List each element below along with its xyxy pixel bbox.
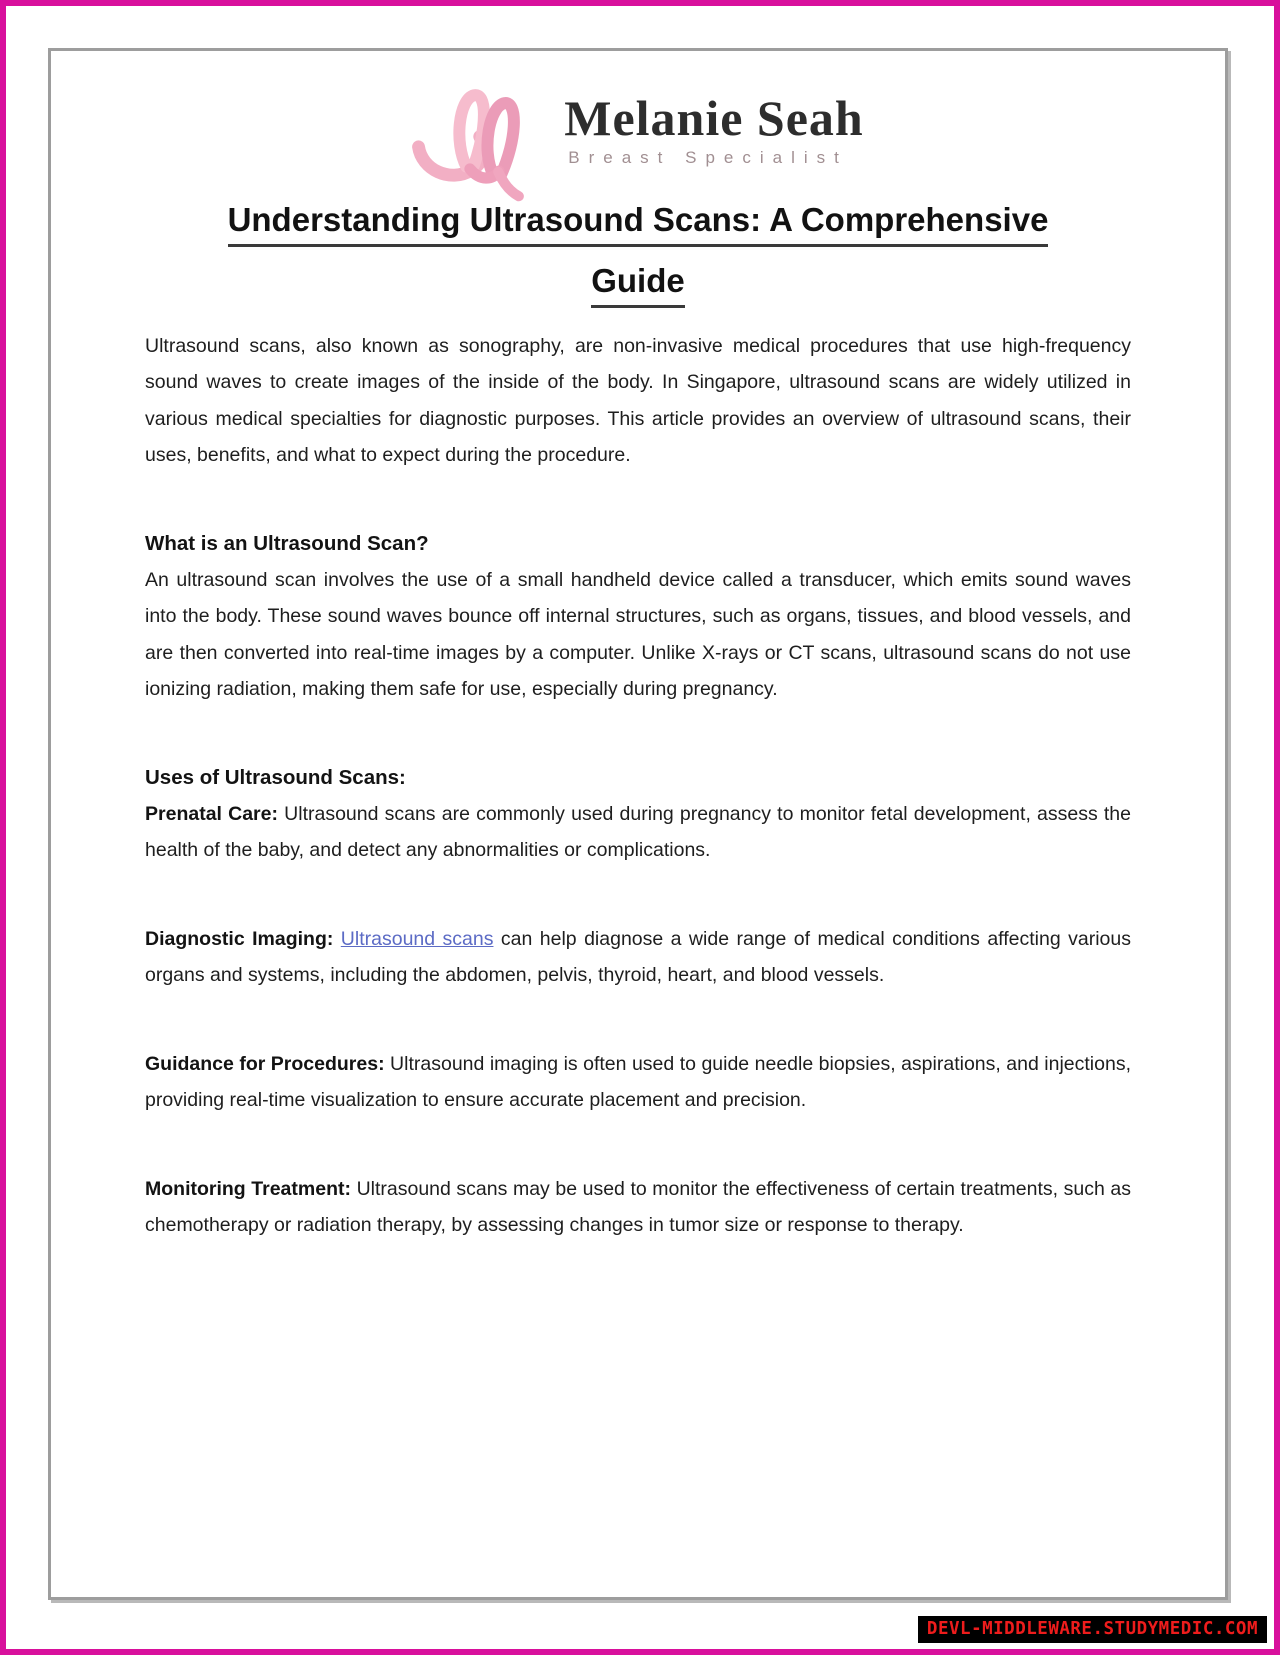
monitoring-treatment-text: Ultrasound scans may be used to monitor the effectiveness of certain treatments, such as chemotherapy or radiation therapy, by assessing changes in tumor size or response to therapy. xyxy=(145,1177,1132,1236)
prenatal-care-text: Ultrasound scans are commonly used during pregnancy to monitor fetal development, assess the health of the baby, and detect any abnormalities or complications. xyxy=(145,803,1131,862)
guidance-procedures-text: Ultrasound imaging is often used to guide needle biopsies, aspirations, and injections, providing real-time visualization to ensure accurate placement and precision. xyxy=(145,1052,1131,1112)
logo-text xyxy=(564,91,863,168)
prenatal-care-paragraph xyxy=(145,796,1131,869)
site-watermark: DEVL-MIDDLEWARE.STUDYMEDIC.COM xyxy=(918,1616,1267,1643)
heading-what-is-ultrasound: What is an Ultrasound Scan? xyxy=(145,531,429,555)
ultrasound-scans-link[interactable]: Ultrasound scans xyxy=(340,927,494,950)
diagnostic-imaging-text: can help diagnose a wide range of medical conditions affecting various organs and systems, including the abdomen, pelvis, thyroid, heart, and blood vessels. xyxy=(145,927,1131,987)
diagnostic-imaging-paragraph xyxy=(145,921,1131,994)
document-page xyxy=(48,48,1228,1600)
clinic-logo xyxy=(145,73,1131,185)
monitoring-treatment-label: Monitoring Treatment: xyxy=(145,1177,351,1200)
monitoring-treatment-paragraph xyxy=(145,1171,1131,1244)
diagnostic-imaging-label: Diagnostic Imaging: xyxy=(145,927,334,950)
what-is-paragraph: An ultrasound scan involves the use of a small handheld device called a transducer, which emits sound waves into the body. These sound waves bounce off internal structures, such as organs, tissues, and blood vessels, and are then converted into real-time images by a computer. Unlike X-rays or CT scans, ultrasound scans do not use ionizing radiation, making them safe for use, especially during pregnancy. xyxy=(145,569,1131,701)
page-title xyxy=(145,199,1131,308)
guidance-procedures-label: Guidance for Procedures: xyxy=(145,1052,385,1075)
brand-name: Melanie Seah xyxy=(564,89,864,146)
heading-uses: Uses of Ultrasound Scans: xyxy=(145,765,406,789)
brand-tagline: Breast Specialist xyxy=(568,147,848,167)
intro-paragraph: Ultrasound scans, also known as sonography, are non-invasive medical procedures that use high-frequency sound waves to create images of the inside of the body. In Singapore, ultrasound scans are widely utilized in various medical specialties for diagnostic purposes. This article provides an overview of ultrasound scans, their uses, benefits, and what to expect during the procedure. xyxy=(145,335,1131,467)
page-title-line1: Understanding Ultrasound Scans: A Comprehensive xyxy=(228,199,1049,247)
page-title-line2: Guide xyxy=(591,260,685,308)
prenatal-care-label: Prenatal Care: xyxy=(145,803,278,826)
guidance-procedures-paragraph xyxy=(145,1046,1131,1119)
pink-ribbon-icon xyxy=(412,76,550,204)
